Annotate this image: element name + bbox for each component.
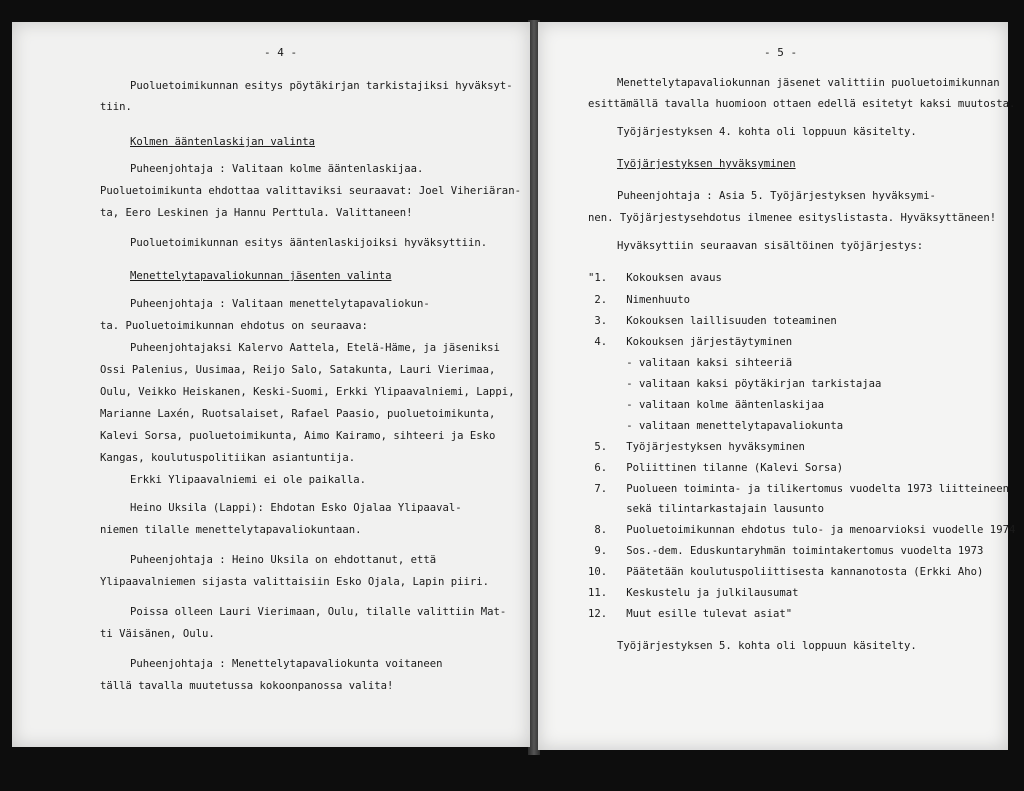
agenda-item: 10. Päätetään koulutuspoliittisesta kannanotosta (Erkki Aho) (588, 566, 984, 578)
agenda-subitem: - valitaan menettelytapavaliokunta (588, 420, 844, 432)
text-line: tiin. (100, 101, 132, 113)
text-line: Kalevi Sorsa, puoluetoimikunta, Aimo Kairamo, sihteeri ja Esko (100, 430, 496, 442)
section-heading: Kolmen ääntenlaskijan valinta (130, 136, 315, 148)
agenda-item: 6. Poliittinen tilanne (Kalevi Sorsa) (588, 462, 844, 474)
agenda-item: "1. Kokouksen avaus (588, 272, 722, 284)
text-line: Marianne Laxén, Ruotsalaiset, Rafael Paasio, puoluetoimikunta, (100, 408, 496, 420)
agenda-item: 11. Keskustelu ja julkilausumat (588, 587, 799, 599)
section-heading: Menettelytapavaliokunnan jäsenten valinta (130, 270, 392, 282)
text-line: Ylipaavalniemen sijasta valittaisiin Esko Ojala, Lapin piiri. (100, 576, 490, 588)
agenda-subitem: - valitaan kolme ääntenlaskijaa (588, 399, 824, 411)
agenda-item: 5. Työjärjestyksen hyväksyminen (588, 441, 805, 453)
text-line: ta. Puoluetoimikunnan ehdotus on seuraava: (100, 320, 368, 332)
agenda-item: 3. Kokouksen laillisuuden toteaminen (588, 315, 837, 327)
text-line: Ossi Palenius, Uusimaa, Reijo Salo, Satakunta, Lauri Vierimaa, (100, 364, 496, 376)
text-line: Erkki Ylipaavalniemi ei ole paikalla. (130, 474, 366, 486)
text-line: Työjärjestyksen 5. kohta oli loppuun käsitelty. (617, 640, 917, 652)
text-line: Heino Uksila (Lappi): Ehdotan Esko Ojalaa Ylipaaval- (130, 502, 462, 514)
agenda-item-continuation: sekä tilintarkastajain lausunto (588, 503, 824, 515)
text-line: ta, Eero Leskinen ja Hannu Perttula. Valittaneen! (100, 207, 413, 219)
agenda-item: 7. Puolueen toiminta- ja tilikertomus vuodelta 1973 liitteineen (588, 483, 1009, 495)
text-line: Puheenjohtaja : Heino Uksila on ehdottanut, että (130, 554, 437, 566)
text-line: Puoluetoimikunnan esitys ääntenlaskijoiksi hyväksyttiin. (130, 237, 488, 249)
agenda-item: 4. Kokouksen järjestäytyminen (588, 336, 793, 348)
text-line: Puheenjohtajaksi Kalervo Aattela, Etelä-Häme, ja jäseniksi (130, 342, 500, 354)
agenda-item: 12. Muut esille tulevat asiat" (588, 608, 793, 620)
agenda-item: 2. Nimenhuuto (588, 294, 691, 306)
agenda-item: 8. Puoluetoimikunnan ehdotus tulo- ja menoarvioksi vuodelle 1974 (588, 524, 1016, 536)
text-line: esittämällä tavalla huomioon ottaen edellä esitetyt kaksi muutosta. (588, 98, 1016, 110)
text-line: Oulu, Veikko Heiskanen, Keski-Suomi, Erkki Ylipaavalniemi, Lappi, (100, 386, 515, 398)
section-heading: Työjärjestyksen hyväksyminen (617, 158, 796, 170)
text-line: Puheenjohtaja : Asia 5. Työjärjestyksen hyväksymi- (617, 190, 936, 202)
right-page (538, 22, 1016, 750)
text-line: tällä tavalla muutetussa kokoonpanossa valita! (100, 680, 394, 692)
left-page (12, 22, 530, 747)
text-line: niemen tilalle menettelytapavaliokuntaan. (100, 524, 362, 536)
agenda-item: 9. Sos.-dem. Eduskuntaryhmän toimintakertomus vuodelta 1973 (588, 545, 984, 557)
page-number: - 5 - (764, 46, 798, 59)
text-line: ti Väisänen, Oulu. (100, 628, 215, 640)
text-line: Puheenjohtaja : Menettelytapavaliokunta voitaneen (130, 658, 443, 670)
text-line: Poissa olleen Lauri Vierimaan, Oulu, tilalle valittiin Mat- (130, 606, 507, 618)
text-line: Työjärjestyksen 4. kohta oli loppuun käsitelty. (617, 126, 917, 138)
text-line: Puoluetoimikunnan esitys pöytäkirjan tarkistajiksi hyväksyt- (130, 80, 513, 92)
text-line: Menettelytapavaliokunnan jäsenet valittiin puoluetoimikunnan (617, 77, 1000, 89)
text-line: Hyväksyttiin seuraavan sisältöinen työjärjestys: (617, 240, 924, 252)
text-line: nen. Työjärjestysehdotus ilmenee esityslistasta. Hyväksyttäneen! (588, 212, 997, 224)
text-line: Puheenjohtaja : Valitaan kolme ääntenlaskijaa. (130, 163, 424, 175)
text-line: Puheenjohtaja : Valitaan menettelytapavaliokun- (130, 298, 430, 310)
page-number: - 4 - (264, 46, 298, 59)
agenda-subitem: - valitaan kaksi pöytäkirjan tarkistajaa (588, 378, 882, 390)
text-line: Kangas, koulutuspolitiikan asiantuntija. (100, 452, 356, 464)
text-line: Puoluetoimikunta ehdottaa valittaviksi seuraavat: Joel Viheriäran- (100, 185, 521, 197)
agenda-subitem: - valitaan kaksi sihteeriä (588, 357, 793, 369)
